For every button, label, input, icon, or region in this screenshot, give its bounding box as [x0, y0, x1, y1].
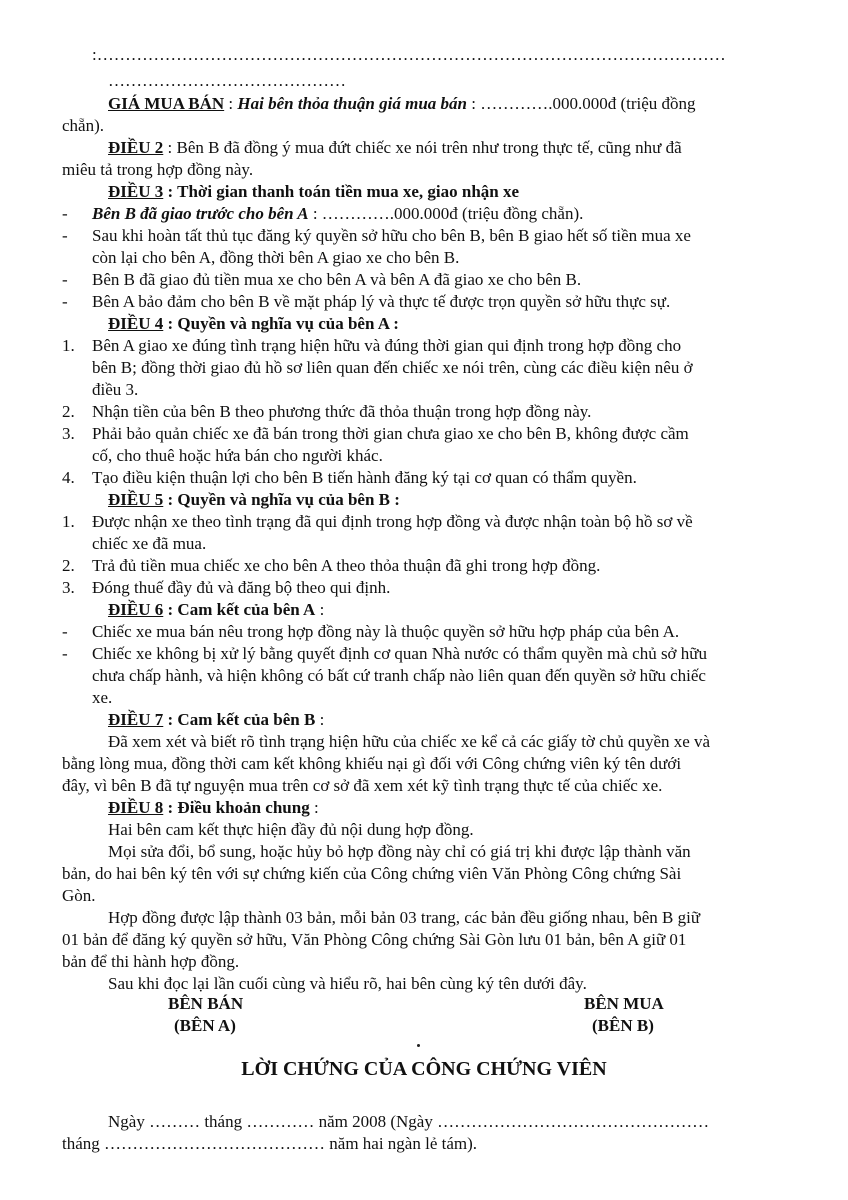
list-number: 4.	[62, 468, 75, 487]
article-3-label: ĐIỀU 3	[108, 182, 164, 201]
article-3-heading: ĐIỀU 3 : Thời gian thanh toán tiền mua xe, giao nhận xe	[108, 182, 520, 201]
bullet-dash: -	[62, 292, 68, 311]
article-2: ĐIỀU 2 : Bên B đã đồng ý mua đứt chiếc xe nói trên như trong thực tế, cũng như đã	[108, 138, 682, 157]
article-6-item-cont: xe.	[92, 688, 113, 707]
article-3-item: Bên B đã giao đủ tiền mua xe cho bên A và bên A đã giao xe cho bên B.	[92, 270, 582, 289]
list-number: 1.	[62, 512, 75, 531]
list-number: 1.	[62, 336, 75, 355]
buyer-party: (BÊN B)	[592, 1016, 654, 1035]
page-dot	[417, 1044, 420, 1047]
price-text: Hai bên thỏa thuận giá mua bán	[237, 94, 467, 113]
article-8-text: bản để thi hành hợp đồng.	[62, 952, 240, 971]
article-5-label: ĐIỀU 5	[108, 490, 164, 509]
article-4-item: Nhận tiền của bên B theo phương thức đã thỏa thuận trong hợp đồng này.	[92, 402, 592, 421]
article-8-text: Mọi sửa đổi, bổ sung, hoặc hủy bỏ hợp đồng này chỉ có giá trị khi được lập thành văn	[108, 842, 691, 861]
article-5-item-cont: chiếc xe đã mua.	[92, 534, 207, 553]
article-3-item: Bên A bảo đảm cho bên B về mặt pháp lý và thực tế được trọn quyền sở hữu thực sự.	[92, 292, 671, 311]
article-8-text: Hai bên cam kết thực hiện đầy đủ nội dung hợp đồng.	[108, 820, 474, 839]
article-2-label: ĐIỀU 2	[108, 138, 164, 157]
article-5-item: Được nhận xe theo tình trạng đã qui định trong hợp đồng và được nhận toàn bộ hồ sơ về	[92, 512, 693, 531]
dotted-line: ……………………………………	[108, 71, 346, 90]
article-5-heading: ĐIỀU 5 : Quyền và nghĩa vụ của bên B :	[108, 490, 400, 509]
article-3-item: Bên B đã giao trước cho bên A : ………….000.000đ (triệu đồng chẵn).	[92, 204, 584, 223]
article-2-cont: miêu tả trong hợp đồng này.	[62, 160, 254, 179]
article-6-heading: ĐIỀU 6 : Cam kết của bên A :	[108, 600, 325, 619]
article-7-text: đây, vì bên B đã tự nguyện mua trên cơ sở đã xem xét kỹ tình trạng thực tế của chiếc xe.	[62, 776, 663, 795]
list-number: 3.	[62, 578, 75, 597]
seller-party: (BÊN A)	[174, 1016, 236, 1035]
dotted-line: :…………………………………………………………………………………………………	[92, 45, 726, 64]
article-8-label: ĐIỀU 8	[108, 798, 164, 817]
article-6-item: Chiếc xe mua bán nêu trong hợp đồng này là thuộc quyền sở hữu hợp pháp của bên A.	[92, 622, 680, 641]
article-7-heading: ĐIỀU 7 : Cam kết của bên B :	[108, 710, 325, 729]
article-7-text: bằng lòng mua, đồng thời cam kết không khiếu nại gì đối với Công chứng viên ký tên dưới	[62, 754, 682, 773]
article-8-text: bản, do hai bên ký tên với sự chứng kiến của Công chứng viên Văn Phòng Công chứng Sài	[62, 864, 682, 883]
bullet-dash: -	[62, 644, 68, 663]
buyer-label: BÊN MUA	[584, 994, 664, 1013]
bullet-dash: -	[62, 270, 68, 289]
article-4-item: Phải bảo quản chiếc xe đã bán trong thời gian chưa giao xe cho bên B, không được cầm	[92, 424, 689, 443]
date-line: tháng ………………………………… năm hai ngàn lẻ tám).	[62, 1134, 478, 1153]
bullet-dash: -	[62, 204, 68, 223]
price-clause: GIÁ MUA BÁN : Hai bên thỏa thuận giá mua bán : ………….000.000đ (triệu đồng	[108, 94, 696, 113]
article-4-label: ĐIỀU 4	[108, 314, 164, 333]
article-5-item: Trả đủ tiền mua chiếc xe cho bên A theo thỏa thuận đã ghi trong hợp đồng.	[92, 556, 601, 575]
article-8-text: Sau khi đọc lại lần cuối cùng và hiểu rõ, hai bên cùng ký tên dưới đây.	[108, 974, 587, 993]
bullet-dash: -	[62, 226, 68, 245]
article-4-item-cont: điều 3.	[92, 380, 139, 399]
article-7-label: ĐIỀU 7	[108, 710, 164, 729]
date-line: Ngày ……… tháng ………… năm 2008 (Ngày …………………………………………	[108, 1112, 710, 1131]
seller-label: BÊN BÁN	[168, 994, 244, 1013]
notary-title: LỜI CHỨNG CỦA CÔNG CHỨNG VIÊN	[241, 1058, 607, 1080]
article-8-heading: ĐIỀU 8 : Điều khoản chung :	[108, 798, 319, 817]
article-4-item: Tạo điều kiện thuận lợi cho bên B tiến hành đăng ký tại cơ quan có thẩm quyền.	[92, 468, 637, 487]
article-8-text: Gòn.	[62, 886, 96, 905]
article-7-text: Đã xem xét và biết rõ tình trạng hiện hữu của chiếc xe kể cả các giấy tờ chủ quyền xe và	[108, 732, 711, 751]
article-6-item: Chiếc xe không bị xử lý bằng quyết định cơ quan Nhà nước có thẩm quyền mà chủ sở hữu	[92, 644, 708, 663]
article-8-text: Hợp đồng được lập thành 03 bản, mỗi bản 03 trang, các bản đều giống nhau, bên B giữ	[108, 908, 701, 927]
price-clause-cont: chẵn).	[62, 116, 105, 135]
list-number: 2.	[62, 402, 75, 421]
article-4-item-cont: bên B; đồng thời giao đủ hồ sơ liên quan đến chiếc xe nói trên, cùng các điều kiện nêu ở	[92, 358, 693, 377]
article-4-item: Bên A giao xe đúng tình trạng hiện hữu và đúng thời gian qui định trong hợp đồng cho	[92, 336, 682, 355]
article-4-heading: ĐIỀU 4 : Quyền và nghĩa vụ của bên A :	[108, 314, 399, 333]
article-3-item-cont: còn lại cho bên A, đồng thời bên A giao xe cho bên B.	[92, 248, 460, 267]
bullet-dash: -	[62, 622, 68, 641]
article-6-item-cont: chưa chấp hành, và hiện không có bất cứ tranh chấp nào liên quan đến quyền sở hữu chiếc	[92, 666, 706, 685]
list-number: 2.	[62, 556, 75, 575]
article-4-item-cont: cố, cho thuê hoặc hứa bán cho người khác.	[92, 446, 383, 465]
article-3-item: Sau khi hoàn tất thủ tục đăng ký quyền sở hữu cho bên B, bên B giao hết số tiền mua xe	[92, 226, 691, 245]
article-8-text: 01 bản để đăng ký quyền sở hữu, Văn Phòng Công chứng Sài Gòn lưu 01 bản, bên A giữ 01	[62, 930, 687, 949]
price-label: GIÁ MUA BÁN	[108, 94, 225, 113]
list-number: 3.	[62, 424, 75, 443]
article-6-label: ĐIỀU 6	[108, 600, 164, 619]
article-5-item: Đóng thuế đầy đủ và đăng bộ theo qui định.	[92, 578, 391, 597]
